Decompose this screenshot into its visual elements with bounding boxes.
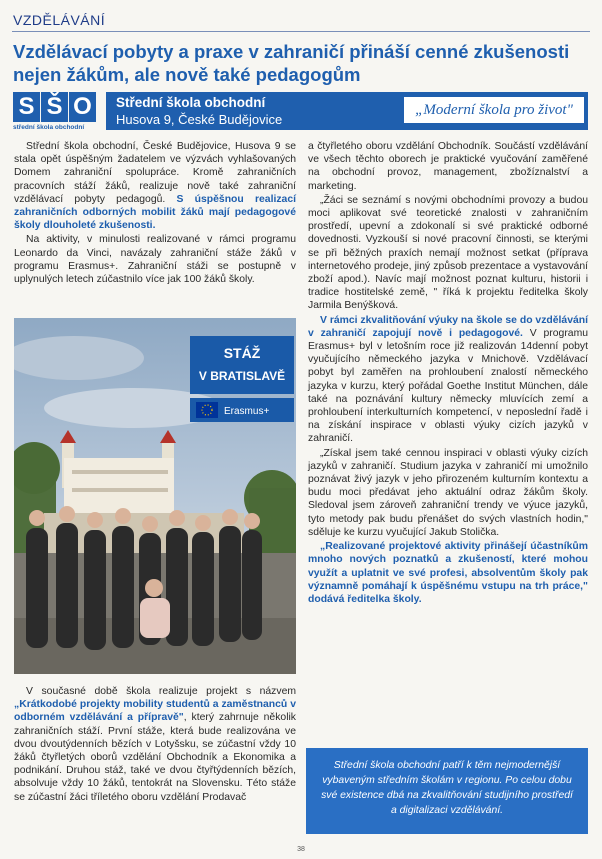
logo-subtitle: střední škola obchodní — [13, 124, 85, 131]
article-headline: Vzdělávací pobyty a praxe v zahraničí přináší cenné zkušenosti nejen žákům, ale nově také pedagogům — [13, 41, 570, 85]
paragraph: Na aktivity, v minulosti realizované v rámci programu Leonardo da Vinci, navázaly zahraniční stáže žáků v programu Erasmus+. Zahraniční stáži se postupně v uplynulých letech zúčastnilo více jak 100 žáků školy. — [14, 234, 296, 286]
highlight-text: „Realizované projektové aktivity přinášejí účastníkům mnoho nových poznatků a zkušeností, které mohou využít a uplatnit ve své profesi, absolventům školy pak významně pomáhají k úspěšnému vstupu na trh práce," — [308, 541, 588, 592]
banner-text: STÁŽ — [223, 345, 261, 361]
section-label: VZDĚLÁVÁNÍ — [13, 12, 106, 28]
school-logo — [13, 92, 101, 134]
school-header — [13, 92, 588, 134]
school-motto: „Moderní škola pro život" — [404, 97, 584, 123]
right-column — [308, 140, 588, 606]
logo-letter: O — [69, 92, 96, 122]
callout-box: Střední škola obchodní patří k těm nejmodernější vybaveným středním školám v regionu. Po celou dobu své existence dbá na zkvalitňování studijního prostředí a digitalizaci vzdělávání. — [306, 748, 588, 834]
paragraph: Střední škola obchodní, České Budějovice, Husova 9 se stala opět úspěšným žadatelem ve výzvách vyhlašovaných Domem zahraniční spolupráce. Kromě zahraničních pracovních stáží žáků, realizuje nově také zahraniční vzdělávací pobyty pedagogů. S úspěšnou realizací zahraničních odborných mobilit žáků mají pedagogové školy dlouholeté zkušenosti. — [14, 141, 296, 232]
highlight-text: „Krátkodobé projekty mobility studentů a zaměstnanců v odborném vzdělávání a přípravě" — [14, 699, 296, 724]
paragraph: „Žáci se seznámí s novými obchodními provozy a budou moci aplikovat své teoretické znalosti v zahraničním prostředí, upevní a zdokonalí si své praktické odborné dovednosti. Vyzkouší si nové pracovní činnosti, se kterými se při běžných praxích nemají možnost setkat (příprava internetového prodeje, jiný způsob prezentace a vystavování zboží apod.). Navíc mají možnost poznat kulturu, historii i tradice hostitelské země, " říká k projektu ředitelka školy Jarmila Benýšková. — [308, 194, 588, 312]
paragraph: V rámci zkvalitňování výuky na škole se do vzdělávání v zahraničí zapojují nově i pedagogové. V programu Erasmus+ byl v letošním roce již realizován 14denní pobyt vyučujícího německého jazyka v Mnichově. Vzdělávací pobyt byl zaměřen na prohloubení znalostí německého jazyka v kurzu, který pořádal Goethe Institut München, dále také na poznávání kultury německy mluvících zemí a prohloubení interkulturních kompetencí, v neposlední řadě i na získání inspirace v oblasti výuky cizích jazyků v zahraničí. — [308, 314, 588, 445]
paragraph: a čtyřletého oboru vzdělání Obchodník. Součástí vzdělávání ve všech těchto oborech je praktické vyučování zaměřené na obchodní provoz, management, zbožíznalství a marketing. — [308, 141, 588, 192]
logo-letter: S — [13, 92, 40, 122]
school-name: Střední škola obchodní — [116, 95, 266, 110]
group-photo — [14, 318, 296, 674]
top-divider — [12, 31, 590, 32]
page-number: 38 — [297, 846, 305, 853]
erasmus-label: Erasmus+ — [224, 406, 270, 417]
school-name-band — [106, 92, 588, 130]
paragraph: V současné době škola realizuje projekt s názvem „Krátkodobé projekty mobility studentů a zaměstnanců v odborném vzdělávání a přípravě", který zahrnuje několik zahraničních stáží. První stáže, která bude realizována ve dvou dvoutýdenních bězích v Lotyšsku, se zúčastní vždy 10 žáků čtyřletých oborů vzdělání Obchodník a Ekonomika a podnikání. Druhou stáž, také ve dvou čtyřtýdenních bězích, absolvuje vždy 10 žáků, tentokrát na Slovensku. Této stáže se zúčastní žáci tříletého oboru vzdělání Prodavač — [14, 686, 296, 803]
logo-letter: Š — [41, 92, 68, 122]
left-column-top — [14, 140, 296, 286]
highlight-text: S úspěšnou realizací zahraničních odborných mobilit žáků mají pedagogové školy dlouholeté zkušenosti. — [14, 193, 296, 232]
school-address: Husova 9, České Budějovice — [116, 112, 283, 127]
banner-text: V BRATISLAVĚ — [198, 369, 286, 383]
paragraph: „Získal jsem také cennou inspiraci v oblasti výuky cizích jazyků v zahraničí. Studium jazyka v zahraničí mi umožnilo poznávat živý jazyk v jeho přirozeném kulturním kontextu a budu moci předávat jeho aktuální odraz žákům školy. Sledoval jsem zároveň zahraniční trendy ve výuce jazyků, tyto metody pak budu přenášet do svých vlastních hodin," sděluje ke kurzu vyučující Jakub Stolička. — [308, 447, 588, 538]
paragraph: „Realizované projektové aktivity přinášejí účastníkům mnoho nových poznatků a zkušeností, které mohou využít a uplatnit ve své profesi, absolventům školy pak významně pomáhají k úspěšnému vstupu na trh práce," dodává ředitelka školy. — [308, 541, 588, 605]
highlight-text: V rámci zkvalitňování výuky na škole se do vzdělávání v zahraničí zapojují nově i pedagogové. — [308, 314, 588, 339]
left-column-bottom — [14, 685, 296, 804]
